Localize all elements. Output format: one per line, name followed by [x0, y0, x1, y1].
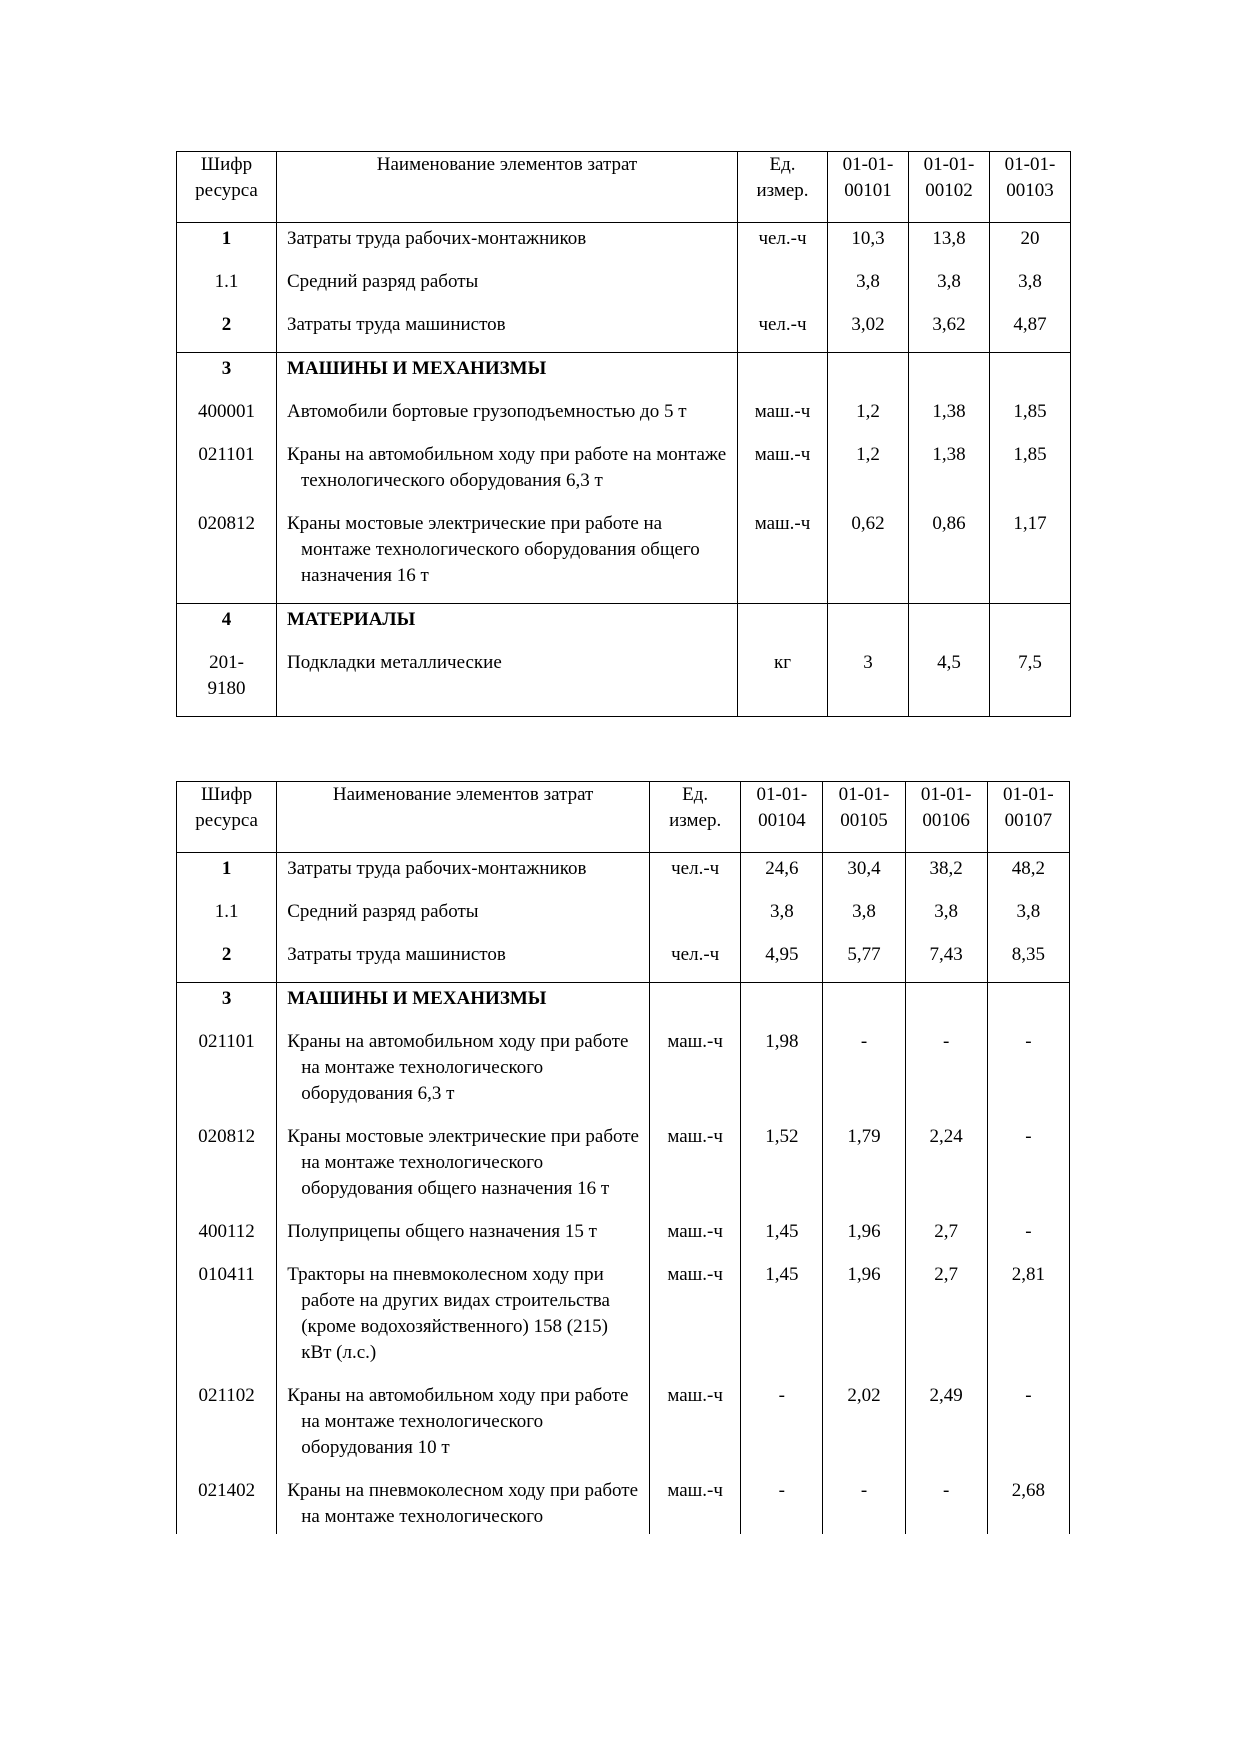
row-unit — [650, 896, 741, 939]
table-row — [177, 1259, 1070, 1380]
row-value: 2,7 — [905, 1259, 987, 1380]
row-name: Краны мостовые электрические при работе на монтаже технологического оборудования общего назначения 16 т — [277, 1121, 650, 1216]
row-name: Полуприцепы общего назначения 15 т — [277, 1216, 650, 1259]
row-value: 3,8 — [990, 266, 1071, 309]
row-name: Краны на автомобильном ходу при работе на монтаже технологического оборудования 6,3 т — [277, 1026, 650, 1121]
section-title: МАТЕРИАЛЫ — [277, 604, 738, 648]
empty-cell — [828, 353, 909, 397]
row-name: Средний разряд работы — [277, 266, 738, 309]
row-unit — [738, 266, 828, 309]
table-row — [177, 896, 1070, 939]
row-name: Подкладки металлические — [277, 647, 738, 717]
row-value: 1,79 — [823, 1121, 905, 1216]
table-header-row — [177, 152, 1071, 223]
section-row — [177, 604, 1071, 648]
row-value: 1,45 — [741, 1259, 823, 1380]
empty-cell — [650, 983, 741, 1027]
row-value: - — [823, 1475, 905, 1534]
row-value: - — [987, 1216, 1069, 1259]
row-unit: маш.-ч — [738, 396, 828, 439]
row-unit: маш.-ч — [650, 1026, 741, 1121]
row-value: 3,62 — [909, 309, 990, 353]
header-code: Шифр ресурса — [177, 152, 277, 223]
row-code: 201-9180 — [177, 647, 277, 717]
empty-cell — [741, 983, 823, 1027]
row-value: 1,17 — [990, 508, 1071, 604]
row-value: 1,85 — [990, 396, 1071, 439]
row-value: 1,45 — [741, 1216, 823, 1259]
row-name: Краны на автомобильном ходу при работе на монтаже технологического оборудования 10 т — [277, 1380, 650, 1475]
row-name: Затраты труда рабочих-монтажников — [277, 223, 738, 267]
row-value: 1,2 — [828, 439, 909, 508]
row-value: - — [741, 1380, 823, 1475]
row-value: 30,4 — [823, 853, 905, 897]
row-unit: чел.-ч — [650, 853, 741, 897]
empty-cell — [905, 983, 987, 1027]
row-unit: чел.-ч — [738, 223, 828, 267]
row-value: - — [823, 1026, 905, 1121]
row-value: 3,8 — [823, 896, 905, 939]
header-name: Наименование элементов затрат — [277, 782, 650, 853]
row-code: 2 — [177, 939, 277, 983]
row-value: 2,02 — [823, 1380, 905, 1475]
header-col-4: 01-01- 00107 — [987, 782, 1069, 853]
row-code: 010411 — [177, 1259, 277, 1380]
row-name: Затраты труда машинистов — [277, 309, 738, 353]
row-unit: маш.-ч — [650, 1380, 741, 1475]
row-code: 1.1 — [177, 266, 277, 309]
row-code: 400112 — [177, 1216, 277, 1259]
row-value: 3,02 — [828, 309, 909, 353]
row-value: 3,8 — [987, 896, 1069, 939]
row-value: 1,96 — [823, 1216, 905, 1259]
table-row — [177, 266, 1071, 309]
row-value: 4,95 — [741, 939, 823, 983]
row-value: 2,24 — [905, 1121, 987, 1216]
row-value: 3,8 — [741, 896, 823, 939]
row-unit: чел.-ч — [738, 309, 828, 353]
table-row — [177, 1216, 1070, 1259]
row-code: 021402 — [177, 1475, 277, 1534]
row-code: 021101 — [177, 1026, 277, 1121]
row-value: - — [987, 1380, 1069, 1475]
table-row — [177, 853, 1070, 897]
row-value: 10,3 — [828, 223, 909, 267]
table-row — [177, 508, 1071, 604]
header-unit: Ед. измер. — [650, 782, 741, 853]
row-value: - — [987, 1121, 1069, 1216]
header-col-1: 01-01- 00104 — [741, 782, 823, 853]
row-name: Средний разряд работы — [277, 896, 650, 939]
row-name: Автомобили бортовые грузоподъемностью до 5 т — [277, 396, 738, 439]
row-value: 3,8 — [905, 896, 987, 939]
empty-cell — [987, 983, 1069, 1027]
row-value: 3,8 — [909, 266, 990, 309]
row-code: 1 — [177, 223, 277, 267]
row-code: 021101 — [177, 439, 277, 508]
row-value: 20 — [990, 223, 1071, 267]
row-value: 13,8 — [909, 223, 990, 267]
table-row — [177, 647, 1071, 717]
header-name: Наименование элементов затрат — [277, 152, 738, 223]
row-value: 0,62 — [828, 508, 909, 604]
resource-table-2 — [176, 781, 1070, 1534]
row-unit: маш.-ч — [650, 1121, 741, 1216]
row-value: - — [741, 1475, 823, 1534]
header-col-3: 01-01- 00103 — [990, 152, 1071, 223]
table-row — [177, 223, 1071, 267]
header-col-1: 01-01- 00101 — [828, 152, 909, 223]
row-code: 2 — [177, 309, 277, 353]
row-value: 3,8 — [828, 266, 909, 309]
empty-cell — [823, 983, 905, 1027]
row-code: 400001 — [177, 396, 277, 439]
row-value: - — [905, 1475, 987, 1534]
row-value: 2,7 — [905, 1216, 987, 1259]
row-code: 020812 — [177, 508, 277, 604]
empty-cell — [990, 604, 1071, 648]
row-value: 3 — [828, 647, 909, 717]
row-name: Краны мостовые электрические при работе на монтаже технологического оборудования общего назначения 16 т — [277, 508, 738, 604]
row-value: 1,52 — [741, 1121, 823, 1216]
row-unit: маш.-ч — [650, 1475, 741, 1534]
row-value: 1,96 — [823, 1259, 905, 1380]
section-title: МАШИНЫ И МЕХАНИЗМЫ — [277, 983, 650, 1027]
row-unit: маш.-ч — [650, 1259, 741, 1380]
resource-table-1 — [176, 151, 1071, 717]
row-name: Тракторы на пневмоколесном ходу при работе на других видах строительства (кроме водохозяйственного) 158 (215) кВт (л.с.) — [277, 1259, 650, 1380]
row-value: 38,2 — [905, 853, 987, 897]
empty-cell — [909, 604, 990, 648]
row-value: 1,2 — [828, 396, 909, 439]
row-value: 24,6 — [741, 853, 823, 897]
header-code: Шифр ресурса — [177, 782, 277, 853]
table-row — [177, 309, 1071, 353]
header-col-3: 01-01- 00106 — [905, 782, 987, 853]
row-unit: маш.-ч — [738, 508, 828, 604]
row-value: 1,85 — [990, 439, 1071, 508]
row-name: Краны на автомобильном ходу при работе на монтаже технологического оборудования 6,3 т — [277, 439, 738, 508]
row-name: Краны на пневмоколесном ходу при работе на монтаже технологического — [277, 1475, 650, 1534]
header-unit: Ед. измер. — [738, 152, 828, 223]
row-value: - — [905, 1026, 987, 1121]
header-col-2: 01-01- 00105 — [823, 782, 905, 853]
row-unit: маш.-ч — [738, 439, 828, 508]
empty-cell — [828, 604, 909, 648]
row-value: 8,35 — [987, 939, 1069, 983]
row-code: 1.1 — [177, 896, 277, 939]
row-name: Затраты труда машинистов — [277, 939, 650, 983]
row-value: 2,81 — [987, 1259, 1069, 1380]
row-code: 021102 — [177, 1380, 277, 1475]
row-value: 2,68 — [987, 1475, 1069, 1534]
row-unit: чел.-ч — [650, 939, 741, 983]
row-value: - — [987, 1026, 1069, 1121]
row-value: 1,98 — [741, 1026, 823, 1121]
row-value: 0,86 — [909, 508, 990, 604]
header-col-2: 01-01- 00102 — [909, 152, 990, 223]
table-row — [177, 1026, 1070, 1121]
row-code: 3 — [177, 983, 277, 1027]
row-value: 4,5 — [909, 647, 990, 717]
row-code: 020812 — [177, 1121, 277, 1216]
section-row — [177, 983, 1070, 1027]
table-row — [177, 439, 1071, 508]
row-value: 5,77 — [823, 939, 905, 983]
row-value: 2,49 — [905, 1380, 987, 1475]
empty-cell — [738, 604, 828, 648]
table-row — [177, 1475, 1070, 1534]
section-row — [177, 353, 1071, 397]
row-code: 4 — [177, 604, 277, 648]
row-value: 7,43 — [905, 939, 987, 983]
row-value: 1,38 — [909, 396, 990, 439]
row-code: 3 — [177, 353, 277, 397]
empty-cell — [738, 353, 828, 397]
row-value: 48,2 — [987, 853, 1069, 897]
row-code: 1 — [177, 853, 277, 897]
empty-cell — [909, 353, 990, 397]
table-row — [177, 1380, 1070, 1475]
row-value: 1,38 — [909, 439, 990, 508]
table-header-row — [177, 782, 1070, 853]
table-row — [177, 1121, 1070, 1216]
empty-cell — [990, 353, 1071, 397]
row-unit: маш.-ч — [650, 1216, 741, 1259]
row-value: 7,5 — [990, 647, 1071, 717]
row-name: Затраты труда рабочих-монтажников — [277, 853, 650, 897]
table-row — [177, 396, 1071, 439]
row-unit: кг — [738, 647, 828, 717]
table-row — [177, 939, 1070, 983]
row-value: 4,87 — [990, 309, 1071, 353]
section-title: МАШИНЫ И МЕХАНИЗМЫ — [277, 353, 738, 397]
